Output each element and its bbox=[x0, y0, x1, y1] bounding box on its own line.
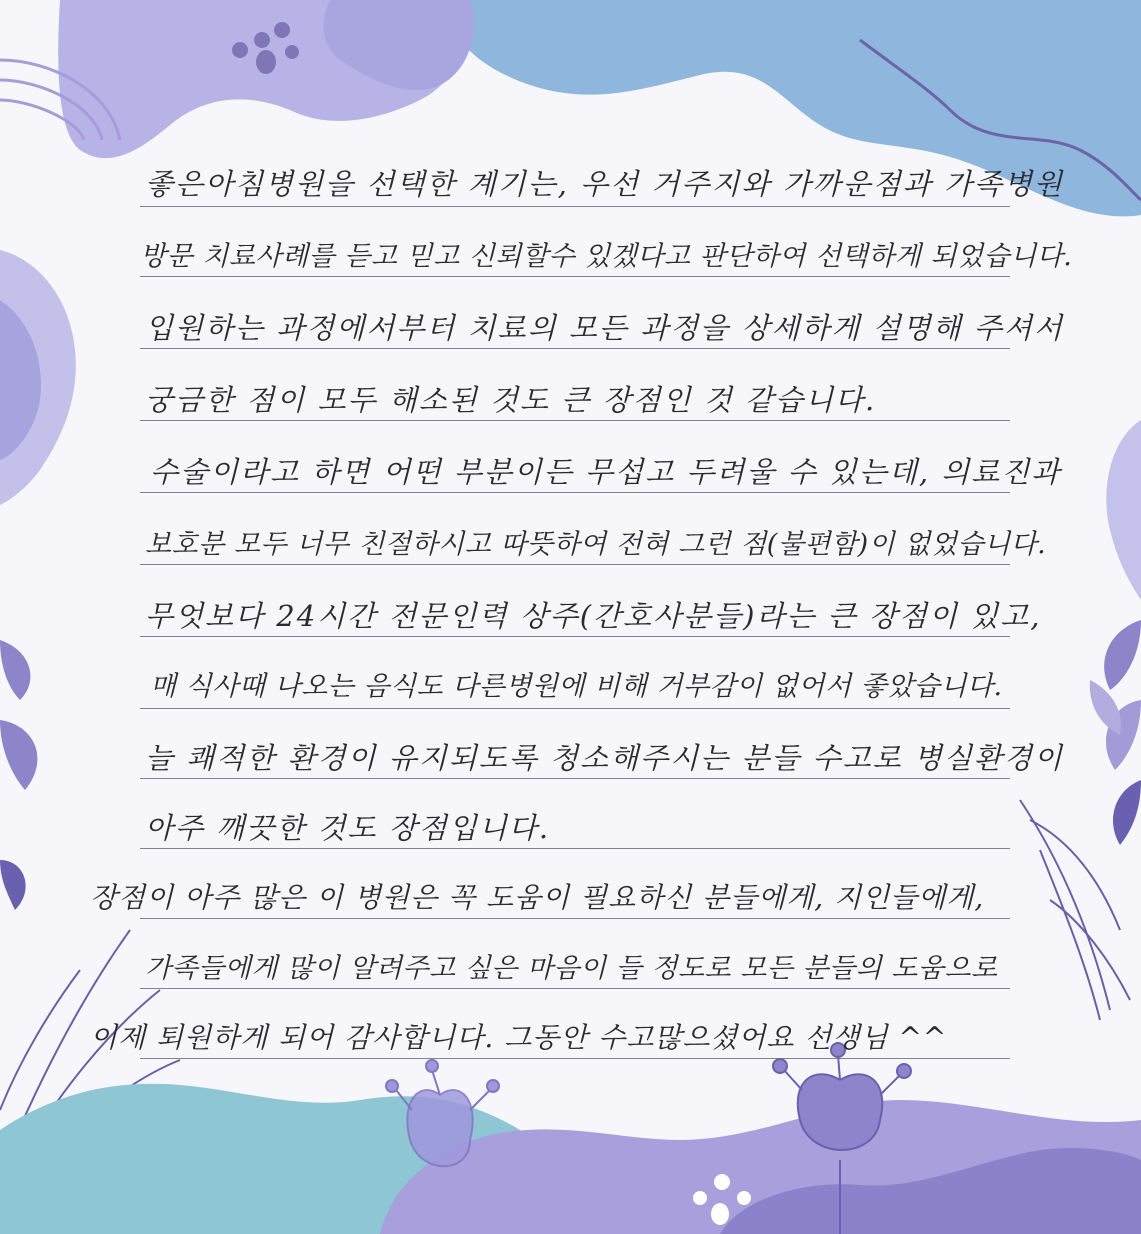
letter-line-9: 늘 쾌적한 환경이 유지되도록 청소해주시는 분들 수고로 병실환경이 bbox=[145, 741, 1064, 775]
ruled-line bbox=[140, 988, 1010, 989]
bottom-dot bbox=[693, 1191, 707, 1205]
right-lavender-blob bbox=[1106, 420, 1141, 600]
bottom-dot bbox=[737, 1191, 751, 1205]
left-leaves bbox=[0, 640, 37, 910]
ruled-line bbox=[140, 778, 1010, 779]
paw-dot bbox=[254, 32, 270, 48]
ruled-line bbox=[140, 848, 1010, 849]
ruled-line bbox=[140, 348, 1010, 349]
ruled-line bbox=[140, 708, 1010, 709]
letter-line-3: 입원하는 과정에서부터 치료의 모든 과정을 상세하게 설명해 주셔서 bbox=[145, 311, 1064, 345]
ruled-line bbox=[140, 492, 1010, 493]
right-leaves bbox=[1090, 620, 1141, 845]
paw-dot bbox=[256, 50, 276, 74]
line-leaf-right bbox=[1020, 800, 1130, 1020]
letter-line-2: 방문 치료사례를 듣고 믿고 신뢰할수 있겠다고 판단하여 선택하게 되었습니다. bbox=[140, 241, 1073, 272]
bottom-dot bbox=[711, 1203, 729, 1225]
letter-line-7: 무엇보다 24시간 전문인력 상주(간호사분들)라는 큰 장점이 있고, bbox=[145, 599, 1042, 633]
letter-line-5: 수술이라고 하면 어떤 부분이든 무섭고 두려울 수 있는데, 의료진과 bbox=[150, 455, 1062, 489]
ruled-line bbox=[140, 564, 1010, 565]
ruled-line bbox=[140, 276, 1010, 277]
bottom-dot bbox=[714, 1174, 730, 1190]
letter-line-10: 아주 깨끗한 것도 장점입니다. bbox=[145, 811, 551, 845]
letter-line-4: 궁금한 점이 모두 해소된 것도 큰 장점인 것 같습니다. bbox=[145, 383, 877, 417]
ruled-line bbox=[140, 1058, 1010, 1059]
paw-dot bbox=[274, 22, 290, 38]
ruled-line bbox=[140, 918, 1010, 919]
ruled-line bbox=[140, 636, 1010, 637]
letter-line-8: 매 식사때 나오는 음식도 다른병원에 비해 거부감이 없어서 좋았습니다. bbox=[150, 671, 1003, 702]
ruled-line bbox=[140, 420, 1010, 421]
paw-dot bbox=[285, 45, 299, 59]
letter-line-6: 보호분 모두 너무 친절하시고 따뜻하여 전혀 그런 점(불편함)이 없었습니다. bbox=[145, 529, 1047, 560]
letter-line-12: 가족들에게 많이 알려주고 싶은 마음이 들 정도로 모든 분들의 도움으로 bbox=[145, 953, 998, 984]
paw-dot bbox=[232, 42, 248, 58]
letter-line-13: 이제 퇴원하게 되어 감사합니다. 그동안 수고많으셨어요 선생님 ^^ bbox=[90, 1021, 948, 1054]
letter-line-1: 좋은아침병원을 선택한 계기는, 우선 거주지와 가까운점과 가족병원 bbox=[145, 167, 1064, 201]
letter-line-11: 장점이 아주 많은 이 병원은 꼭 도움이 필요하신 분들에게, 지인들에게, bbox=[90, 881, 985, 914]
ruled-line bbox=[140, 206, 1010, 207]
